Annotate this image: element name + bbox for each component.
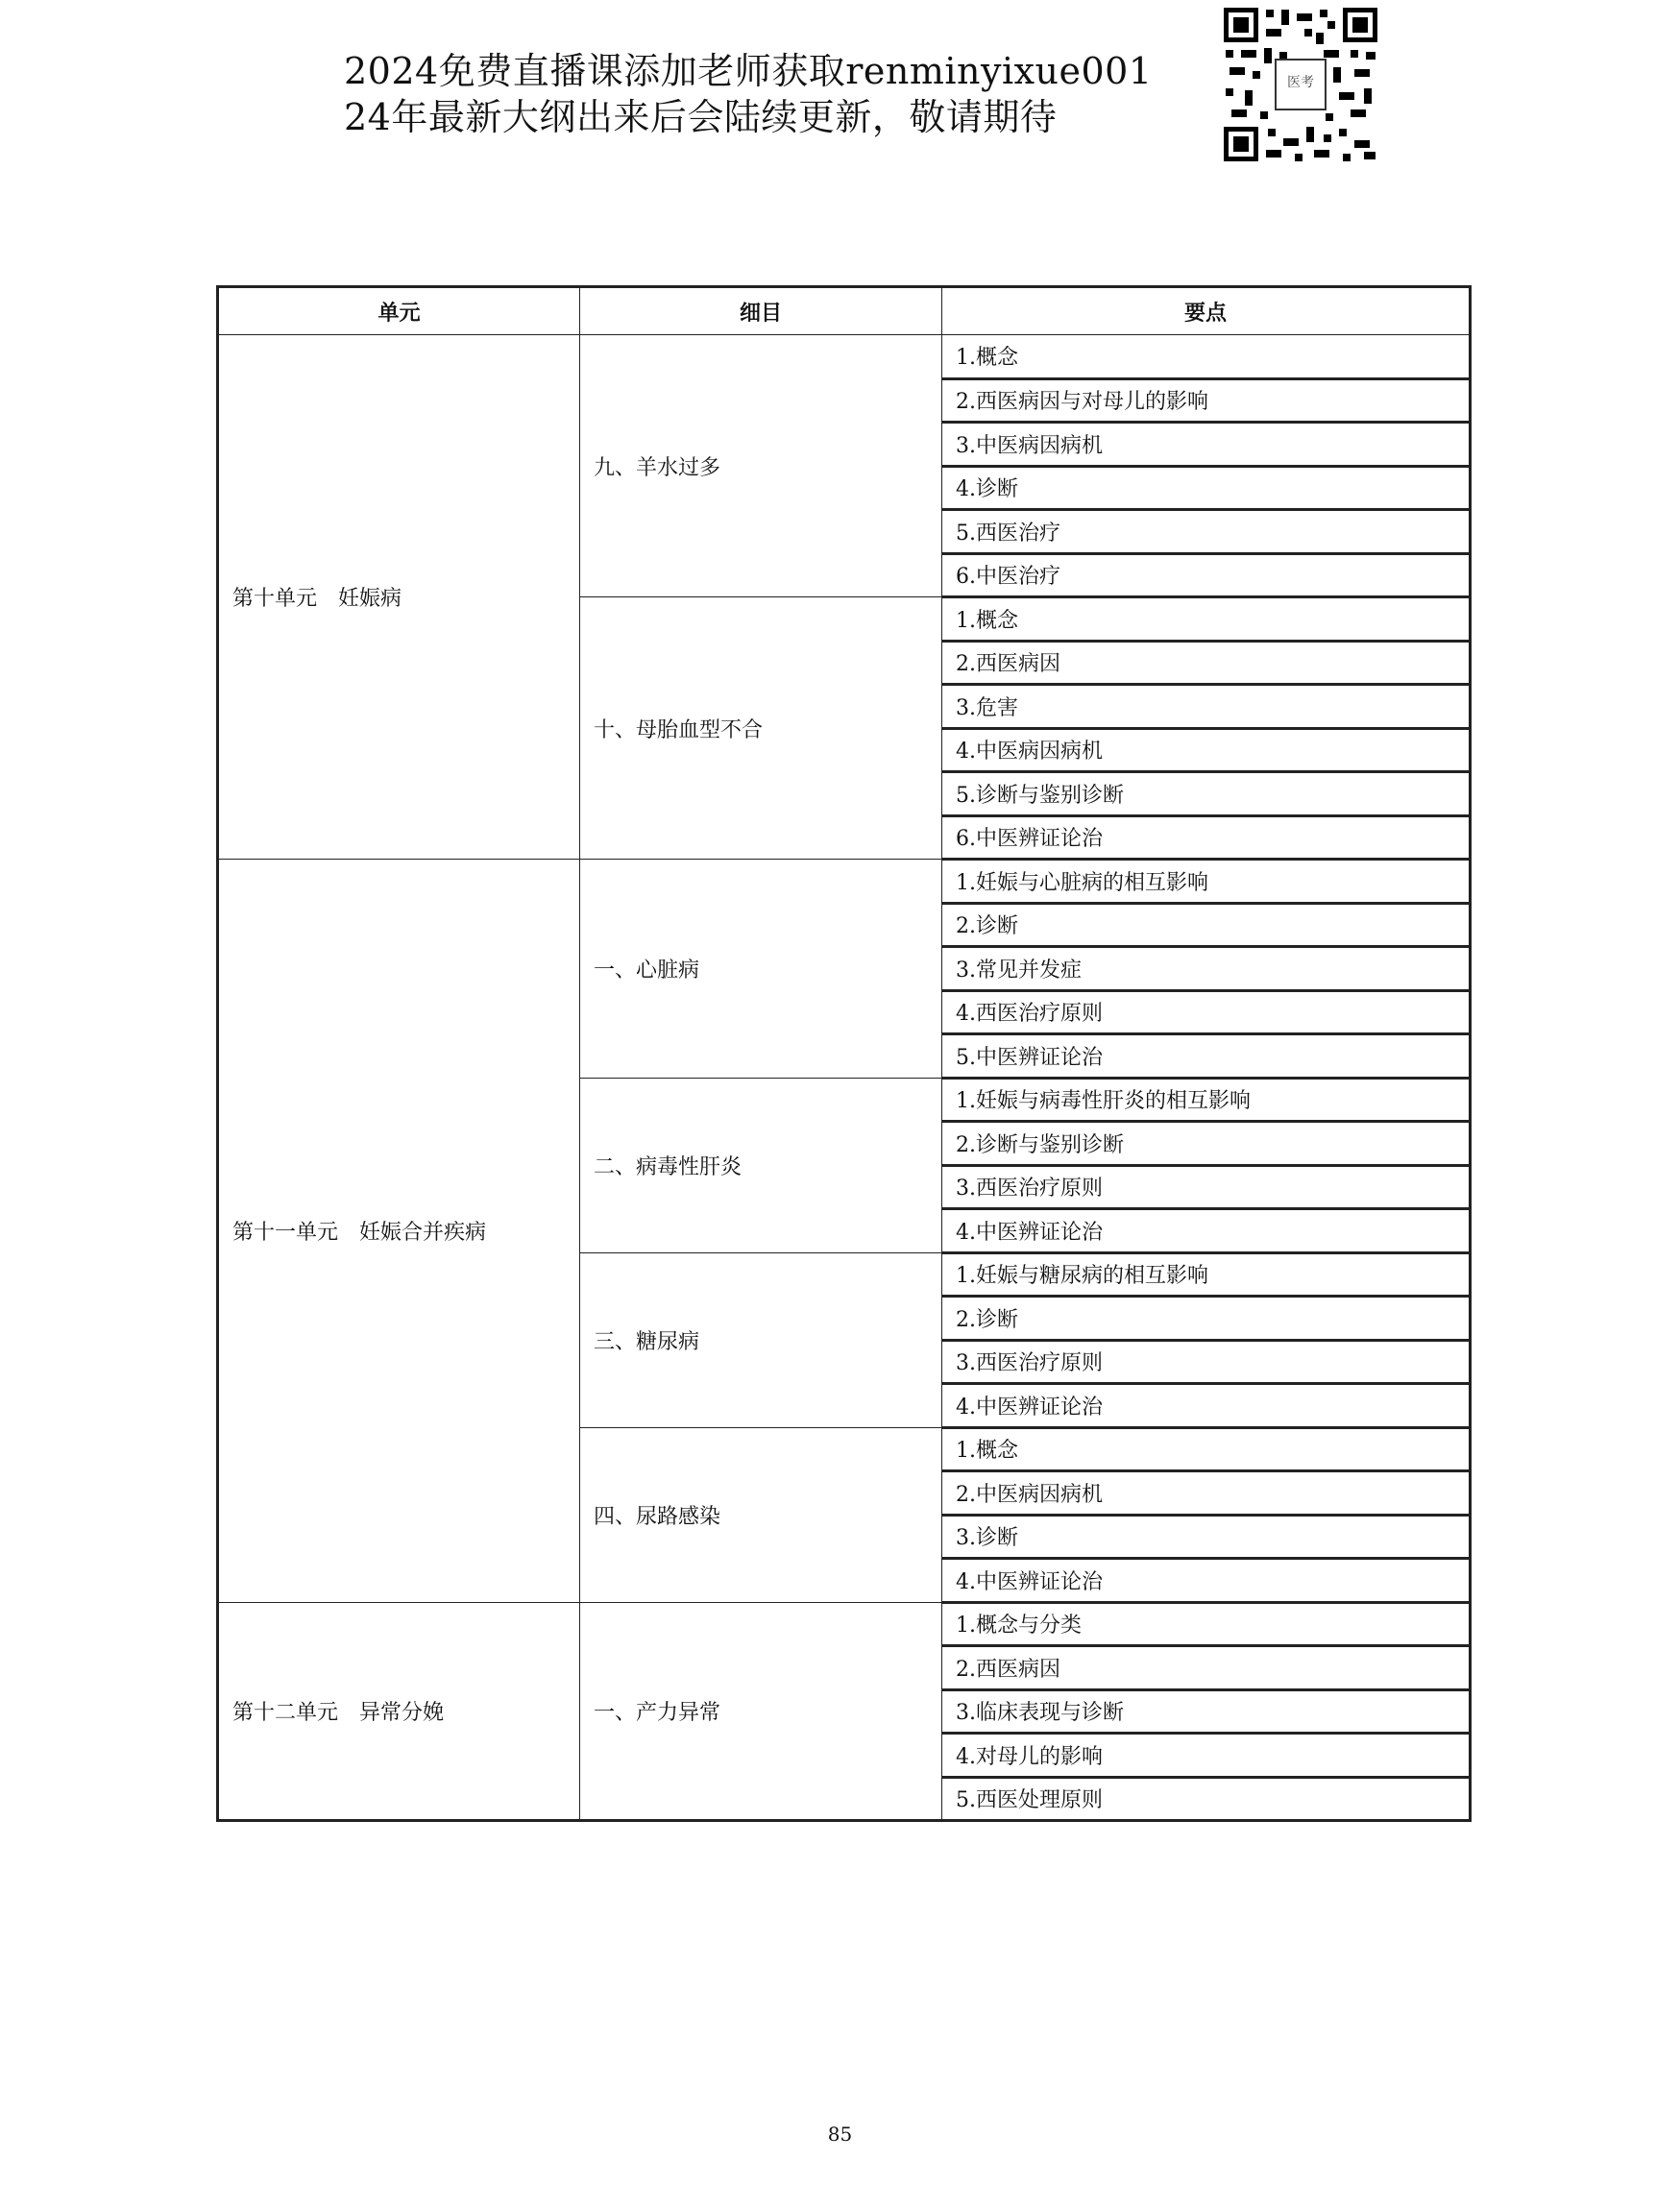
point-cell: 3.常见并发症 bbox=[942, 947, 1471, 991]
item-cell: 四、尿路感染 bbox=[580, 1427, 942, 1602]
point-cell: 1.概念与分类 bbox=[942, 1602, 1471, 1646]
point-cell: 2.西医病因与对母儿的影响 bbox=[942, 378, 1471, 423]
point-cell: 4.中医病因病机 bbox=[942, 728, 1471, 772]
point-cell: 3.中医病因病机 bbox=[942, 423, 1471, 467]
item-cell: 九、羊水过多 bbox=[580, 335, 942, 597]
header-notice bbox=[344, 48, 1208, 140]
point-cell: 4.西医治疗原则 bbox=[942, 990, 1471, 1034]
point-cell: 5.中医辨证论治 bbox=[942, 1034, 1471, 1079]
point-cell: 3.诊断 bbox=[942, 1515, 1471, 1559]
point-cell: 5.西医治疗 bbox=[942, 510, 1471, 554]
point-cell: 3.危害 bbox=[942, 685, 1471, 729]
point-cell: 1.妊娠与心脏病的相互影响 bbox=[942, 860, 1471, 904]
point-cell: 4.中医辨证论治 bbox=[942, 1559, 1471, 1603]
point-cell: 6.中医治疗 bbox=[942, 553, 1471, 597]
point-cell: 2.诊断与鉴别诊断 bbox=[942, 1122, 1471, 1166]
point-cell: 4.中医辨证论治 bbox=[942, 1384, 1471, 1428]
item-cell: 一、产力异常 bbox=[580, 1602, 942, 1821]
header-unit: 单元 bbox=[218, 287, 580, 335]
item-cell: 十、母胎血型不合 bbox=[580, 597, 942, 860]
header-line-2: 24年最新大纲出来后会陆续更新，敬请期待 bbox=[344, 96, 1058, 138]
unit-cell: 第十二单元 异常分娩 bbox=[218, 1602, 580, 1821]
qr-code-icon bbox=[1220, 4, 1381, 165]
item-cell: 一、心脏病 bbox=[580, 860, 942, 1079]
point-cell: 1.概念 bbox=[942, 1427, 1471, 1471]
qr-logo-label: 医考 bbox=[1287, 75, 1314, 90]
point-cell: 2.诊断 bbox=[942, 1297, 1471, 1341]
point-cell: 2.西医病因 bbox=[942, 641, 1471, 685]
point-cell: 1.概念 bbox=[942, 597, 1471, 642]
point-cell: 1.概念 bbox=[942, 335, 1471, 379]
header-point: 要点 bbox=[942, 287, 1471, 335]
point-cell: 3.西医治疗原则 bbox=[942, 1340, 1471, 1384]
page-number: 85 bbox=[827, 2123, 853, 2146]
point-cell: 1.妊娠与糖尿病的相互影响 bbox=[942, 1252, 1471, 1297]
point-cell: 4.对母儿的影响 bbox=[942, 1734, 1471, 1778]
header-item: 细目 bbox=[580, 287, 942, 335]
point-cell: 4.诊断 bbox=[942, 466, 1471, 510]
point-cell: 2.西医病因 bbox=[942, 1646, 1471, 1690]
point-cell: 3.临床表现与诊断 bbox=[942, 1689, 1471, 1734]
point-cell: 2.诊断 bbox=[942, 903, 1471, 947]
point-cell: 5.西医处理原则 bbox=[942, 1777, 1471, 1821]
unit-cell: 第十单元 妊娠病 bbox=[218, 335, 580, 860]
header-line-1: 2024免费直播课添加老师获取renminyixue001 bbox=[344, 50, 1153, 92]
table-header-row bbox=[218, 287, 1471, 335]
table-row bbox=[218, 860, 1471, 904]
point-cell: 1.妊娠与病毒性肝炎的相互影响 bbox=[942, 1078, 1471, 1122]
table-row bbox=[218, 335, 1471, 379]
table-row bbox=[218, 1602, 1471, 1646]
point-cell: 3.西医治疗原则 bbox=[942, 1165, 1471, 1209]
point-cell: 2.中医病因病机 bbox=[942, 1471, 1471, 1516]
point-cell: 4.中医辨证论治 bbox=[942, 1209, 1471, 1253]
item-cell: 三、糖尿病 bbox=[580, 1252, 942, 1427]
item-cell: 二、病毒性肝炎 bbox=[580, 1078, 942, 1252]
outline-table bbox=[216, 285, 1472, 1822]
unit-cell: 第十一单元 妊娠合并疾病 bbox=[218, 860, 580, 1603]
point-cell: 5.诊断与鉴别诊断 bbox=[942, 772, 1471, 816]
point-cell: 6.中医辨证论治 bbox=[942, 815, 1471, 860]
